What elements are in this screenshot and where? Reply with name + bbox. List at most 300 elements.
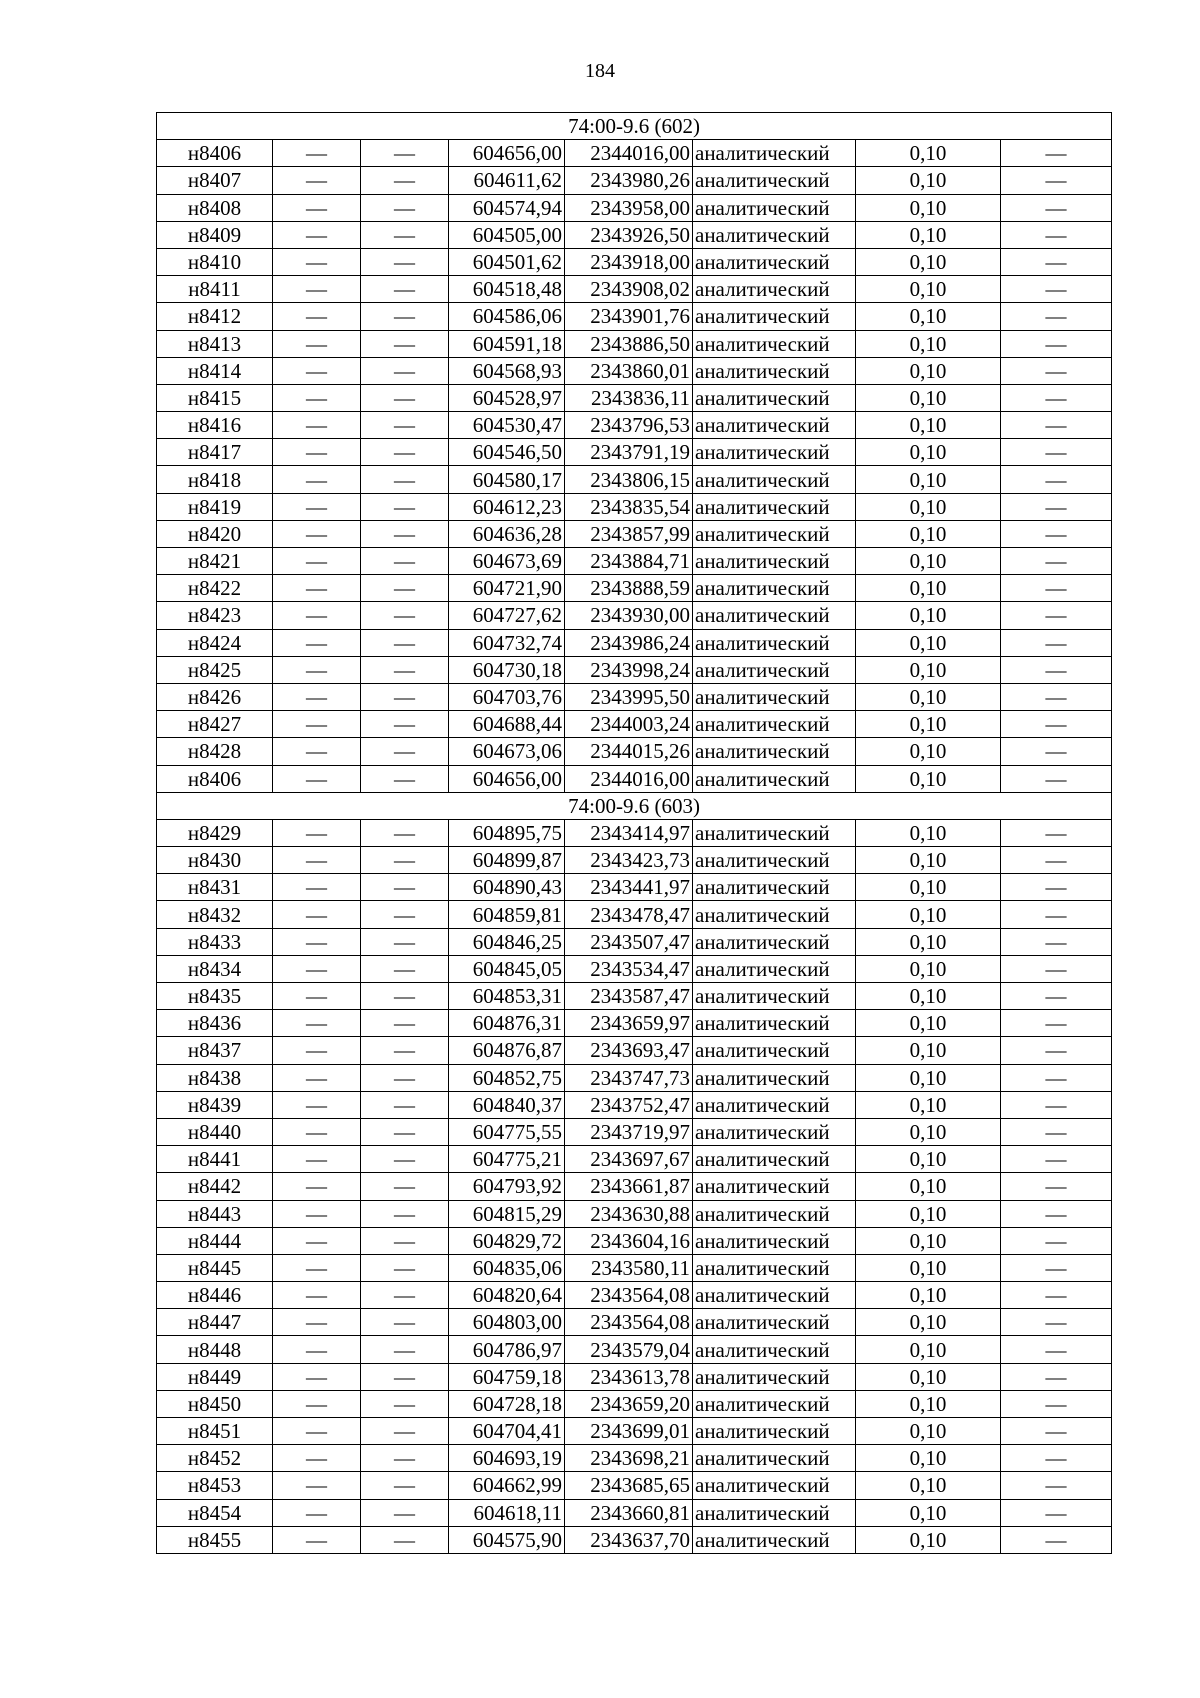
dash-cell: — [1001, 140, 1112, 167]
point-cell: н8428 [157, 738, 273, 765]
x-coordinate-cell: 604899,87 [449, 847, 565, 874]
y-coordinate-cell: 2344003,24 [565, 711, 693, 738]
table-row [157, 1010, 1112, 1037]
method-cell: аналитический [693, 194, 856, 221]
dash-cell: — [273, 874, 361, 901]
table-row [157, 955, 1112, 982]
method-cell: аналитический [693, 955, 856, 982]
point-cell: н8429 [157, 819, 273, 846]
dash-cell: — [273, 330, 361, 357]
method-cell: аналитический [693, 738, 856, 765]
table-row [157, 901, 1112, 928]
table-row [157, 357, 1112, 384]
dash-cell: — [1001, 194, 1112, 221]
x-coordinate-cell: 604688,44 [449, 711, 565, 738]
point-cell: н8450 [157, 1390, 273, 1417]
dash-cell: — [1001, 983, 1112, 1010]
point-cell: н8417 [157, 439, 273, 466]
point-cell: н8448 [157, 1336, 273, 1363]
dash-cell: — [361, 1064, 449, 1091]
dash-cell: — [273, 901, 361, 928]
point-cell: н8409 [157, 221, 273, 248]
x-coordinate-cell: 604721,90 [449, 575, 565, 602]
dash-cell: — [1001, 575, 1112, 602]
accuracy-cell: 0,10 [856, 575, 1001, 602]
accuracy-cell: 0,10 [856, 221, 1001, 248]
dash-cell: — [361, 493, 449, 520]
point-cell: н8446 [157, 1282, 273, 1309]
dash-cell: — [273, 1146, 361, 1173]
method-cell: аналитический [693, 1282, 856, 1309]
y-coordinate-cell: 2344016,00 [565, 140, 693, 167]
dash-cell: — [1001, 357, 1112, 384]
dash-cell: — [361, 330, 449, 357]
x-coordinate-cell: 604704,41 [449, 1418, 565, 1445]
table-row [157, 1472, 1112, 1499]
x-coordinate-cell: 604530,47 [449, 412, 565, 439]
method-cell: аналитический [693, 1336, 856, 1363]
method-cell: аналитический [693, 221, 856, 248]
accuracy-cell: 0,10 [856, 167, 1001, 194]
dash-cell: — [273, 1282, 361, 1309]
dash-cell: — [361, 847, 449, 874]
method-cell: аналитический [693, 140, 856, 167]
dash-cell: — [1001, 167, 1112, 194]
accuracy-cell: 0,10 [856, 656, 1001, 683]
x-coordinate-cell: 604803,00 [449, 1309, 565, 1336]
accuracy-cell: 0,10 [856, 1146, 1001, 1173]
dash-cell: — [1001, 439, 1112, 466]
dash-cell: — [1001, 248, 1112, 275]
x-coordinate-cell: 604580,17 [449, 466, 565, 493]
point-cell: н8420 [157, 520, 273, 547]
dash-cell: — [361, 357, 449, 384]
dash-cell: — [1001, 819, 1112, 846]
method-cell: аналитический [693, 412, 856, 439]
accuracy-cell: 0,10 [856, 1390, 1001, 1417]
dash-cell: — [1001, 221, 1112, 248]
dash-cell: — [1001, 466, 1112, 493]
dash-cell: — [1001, 1010, 1112, 1037]
table-row [157, 1227, 1112, 1254]
method-cell: аналитический [693, 901, 856, 928]
point-cell: н8440 [157, 1118, 273, 1145]
method-cell: аналитический [693, 847, 856, 874]
dash-cell: — [361, 1336, 449, 1363]
table-row [157, 330, 1112, 357]
point-cell: н8455 [157, 1526, 273, 1553]
dash-cell: — [273, 1472, 361, 1499]
table-row [157, 819, 1112, 846]
y-coordinate-cell: 2343980,26 [565, 167, 693, 194]
method-cell: аналитический [693, 928, 856, 955]
dash-cell: — [1001, 1282, 1112, 1309]
dash-cell: — [1001, 1499, 1112, 1526]
section-header-row [157, 113, 1112, 140]
table-row [157, 575, 1112, 602]
method-cell: аналитический [693, 276, 856, 303]
point-cell: н8435 [157, 983, 273, 1010]
y-coordinate-cell: 2343613,78 [565, 1363, 693, 1390]
accuracy-cell: 0,10 [856, 819, 1001, 846]
accuracy-cell: 0,10 [856, 711, 1001, 738]
x-coordinate-cell: 604730,18 [449, 656, 565, 683]
table-row [157, 1363, 1112, 1390]
dash-cell: — [273, 711, 361, 738]
table-row [157, 1445, 1112, 1472]
table-row [157, 303, 1112, 330]
dash-cell: — [1001, 1037, 1112, 1064]
dash-cell: — [273, 194, 361, 221]
dash-cell: — [1001, 548, 1112, 575]
x-coordinate-cell: 604703,76 [449, 683, 565, 710]
accuracy-cell: 0,10 [856, 1309, 1001, 1336]
x-coordinate-cell: 604786,97 [449, 1336, 565, 1363]
method-cell: аналитический [693, 1472, 856, 1499]
accuracy-cell: 0,10 [856, 1526, 1001, 1553]
dash-cell: — [273, 493, 361, 520]
dash-cell: — [361, 874, 449, 901]
page-number: 184 [585, 60, 615, 82]
table-row [157, 548, 1112, 575]
x-coordinate-cell: 604501,62 [449, 248, 565, 275]
method-cell: аналитический [693, 1526, 856, 1553]
dash-cell: — [273, 439, 361, 466]
dash-cell: — [1001, 629, 1112, 656]
dash-cell: — [361, 602, 449, 629]
dash-cell: — [273, 221, 361, 248]
accuracy-cell: 0,10 [856, 1282, 1001, 1309]
coordinates-table [156, 112, 1112, 1554]
dash-cell: — [1001, 1173, 1112, 1200]
y-coordinate-cell: 2343884,71 [565, 548, 693, 575]
dash-cell: — [1001, 330, 1112, 357]
dash-cell: — [1001, 765, 1112, 792]
dash-cell: — [1001, 955, 1112, 982]
method-cell: аналитический [693, 1146, 856, 1173]
dash-cell: — [1001, 874, 1112, 901]
point-cell: н8421 [157, 548, 273, 575]
point-cell: н8412 [157, 303, 273, 330]
dash-cell: — [1001, 493, 1112, 520]
point-cell: н8444 [157, 1227, 273, 1254]
method-cell: аналитический [693, 303, 856, 330]
dash-cell: — [273, 602, 361, 629]
dash-cell: — [273, 520, 361, 547]
point-cell: н8433 [157, 928, 273, 955]
x-coordinate-cell: 604728,18 [449, 1390, 565, 1417]
dash-cell: — [273, 955, 361, 982]
dash-cell: — [1001, 1091, 1112, 1118]
accuracy-cell: 0,10 [856, 1200, 1001, 1227]
accuracy-cell: 0,10 [856, 439, 1001, 466]
x-coordinate-cell: 604568,93 [449, 357, 565, 384]
dash-cell: — [361, 1390, 449, 1417]
dash-cell: — [361, 221, 449, 248]
dash-cell: — [273, 1363, 361, 1390]
point-cell: н8419 [157, 493, 273, 520]
dash-cell: — [361, 1363, 449, 1390]
x-coordinate-cell: 604528,97 [449, 384, 565, 411]
table-row [157, 1146, 1112, 1173]
x-coordinate-cell: 604820,64 [449, 1282, 565, 1309]
dash-cell: — [361, 439, 449, 466]
dash-cell: — [273, 928, 361, 955]
y-coordinate-cell: 2343685,65 [565, 1472, 693, 1499]
dash-cell: — [361, 167, 449, 194]
accuracy-cell: 0,10 [856, 683, 1001, 710]
point-cell: н8424 [157, 629, 273, 656]
y-coordinate-cell: 2343857,99 [565, 520, 693, 547]
dash-cell: — [361, 711, 449, 738]
dash-cell: — [361, 548, 449, 575]
point-cell: н8407 [157, 167, 273, 194]
method-cell: аналитический [693, 1227, 856, 1254]
y-coordinate-cell: 2343747,73 [565, 1064, 693, 1091]
accuracy-cell: 0,10 [856, 1499, 1001, 1526]
accuracy-cell: 0,10 [856, 1227, 1001, 1254]
method-cell: аналитический [693, 1390, 856, 1417]
dash-cell: — [273, 1390, 361, 1417]
dash-cell: — [361, 683, 449, 710]
point-cell: н8441 [157, 1146, 273, 1173]
accuracy-cell: 0,10 [856, 140, 1001, 167]
y-coordinate-cell: 2343441,97 [565, 874, 693, 901]
dash-cell: — [1001, 711, 1112, 738]
point-cell: н8438 [157, 1064, 273, 1091]
table-row [157, 1336, 1112, 1363]
dash-cell: — [273, 1336, 361, 1363]
dash-cell: — [361, 1445, 449, 1472]
accuracy-cell: 0,10 [856, 901, 1001, 928]
y-coordinate-cell: 2343995,50 [565, 683, 693, 710]
method-cell: аналитический [693, 520, 856, 547]
dash-cell: — [1001, 1118, 1112, 1145]
point-cell: н8414 [157, 357, 273, 384]
x-coordinate-cell: 604673,06 [449, 738, 565, 765]
table-row [157, 629, 1112, 656]
x-coordinate-cell: 604859,81 [449, 901, 565, 928]
method-cell: аналитический [693, 357, 856, 384]
dash-cell: — [273, 1010, 361, 1037]
method-cell: аналитический [693, 1173, 856, 1200]
dash-cell: — [273, 1227, 361, 1254]
dash-cell: — [361, 901, 449, 928]
x-coordinate-cell: 604732,74 [449, 629, 565, 656]
x-coordinate-cell: 604618,11 [449, 1499, 565, 1526]
dash-cell: — [1001, 1254, 1112, 1281]
dash-cell: — [1001, 1526, 1112, 1553]
point-cell: н8406 [157, 765, 273, 792]
accuracy-cell: 0,10 [856, 928, 1001, 955]
dash-cell: — [273, 276, 361, 303]
accuracy-cell: 0,10 [856, 1010, 1001, 1037]
dash-cell: — [361, 819, 449, 846]
x-coordinate-cell: 604876,87 [449, 1037, 565, 1064]
y-coordinate-cell: 2343860,01 [565, 357, 693, 384]
y-coordinate-cell: 2343698,21 [565, 1445, 693, 1472]
x-coordinate-cell: 604673,69 [449, 548, 565, 575]
dash-cell: — [361, 1418, 449, 1445]
method-cell: аналитический [693, 1363, 856, 1390]
accuracy-cell: 0,10 [856, 1363, 1001, 1390]
dash-cell: — [273, 847, 361, 874]
dash-cell: — [361, 629, 449, 656]
point-cell: н8423 [157, 602, 273, 629]
dash-cell: — [1001, 384, 1112, 411]
dash-cell: — [273, 765, 361, 792]
point-cell: н8449 [157, 1363, 273, 1390]
table-row [157, 466, 1112, 493]
x-coordinate-cell: 604612,23 [449, 493, 565, 520]
table-row [157, 1526, 1112, 1553]
dash-cell: — [273, 738, 361, 765]
x-coordinate-cell: 604853,31 [449, 983, 565, 1010]
y-coordinate-cell: 2343908,02 [565, 276, 693, 303]
y-coordinate-cell: 2344016,00 [565, 765, 693, 792]
method-cell: аналитический [693, 629, 856, 656]
x-coordinate-cell: 604835,06 [449, 1254, 565, 1281]
y-coordinate-cell: 2343414,97 [565, 819, 693, 846]
table-row [157, 140, 1112, 167]
table-row [157, 602, 1112, 629]
table-row [157, 194, 1112, 221]
dash-cell: — [1001, 602, 1112, 629]
dash-cell: — [361, 1037, 449, 1064]
y-coordinate-cell: 2343699,01 [565, 1418, 693, 1445]
x-coordinate-cell: 604727,62 [449, 602, 565, 629]
table-row [157, 1418, 1112, 1445]
x-coordinate-cell: 604852,75 [449, 1064, 565, 1091]
dash-cell: — [1001, 1363, 1112, 1390]
y-coordinate-cell: 2343752,47 [565, 1091, 693, 1118]
x-coordinate-cell: 604611,62 [449, 167, 565, 194]
dash-cell: — [361, 1010, 449, 1037]
point-cell: н8413 [157, 330, 273, 357]
table-row [157, 765, 1112, 792]
point-cell: н8447 [157, 1309, 273, 1336]
dash-cell: — [361, 955, 449, 982]
y-coordinate-cell: 2343796,53 [565, 412, 693, 439]
x-coordinate-cell: 604636,28 [449, 520, 565, 547]
table-row [157, 1118, 1112, 1145]
method-cell: аналитический [693, 1254, 856, 1281]
accuracy-cell: 0,10 [856, 629, 1001, 656]
method-cell: аналитический [693, 602, 856, 629]
accuracy-cell: 0,10 [856, 194, 1001, 221]
dash-cell: — [1001, 1146, 1112, 1173]
x-coordinate-cell: 604829,72 [449, 1227, 565, 1254]
table-row [157, 167, 1112, 194]
y-coordinate-cell: 2343958,00 [565, 194, 693, 221]
dash-cell: — [361, 656, 449, 683]
x-coordinate-cell: 604846,25 [449, 928, 565, 955]
dash-cell: — [1001, 1200, 1112, 1227]
dash-cell: — [273, 384, 361, 411]
point-cell: н8418 [157, 466, 273, 493]
dash-cell: — [273, 1064, 361, 1091]
dash-cell: — [361, 1091, 449, 1118]
dash-cell: — [273, 1118, 361, 1145]
accuracy-cell: 0,10 [856, 847, 1001, 874]
dash-cell: — [273, 548, 361, 575]
accuracy-cell: 0,10 [856, 765, 1001, 792]
accuracy-cell: 0,10 [856, 412, 1001, 439]
table-row [157, 711, 1112, 738]
point-cell: н8408 [157, 194, 273, 221]
method-cell: аналитический [693, 1499, 856, 1526]
method-cell: аналитический [693, 711, 856, 738]
method-cell: аналитический [693, 330, 856, 357]
dash-cell: — [1001, 520, 1112, 547]
y-coordinate-cell: 2343719,97 [565, 1118, 693, 1145]
table-row [157, 683, 1112, 710]
dash-cell: — [1001, 276, 1112, 303]
point-cell: н8445 [157, 1254, 273, 1281]
dash-cell: — [361, 1200, 449, 1227]
point-cell: н8411 [157, 276, 273, 303]
point-cell: н8410 [157, 248, 273, 275]
y-coordinate-cell: 2343986,24 [565, 629, 693, 656]
method-cell: аналитический [693, 1091, 856, 1118]
accuracy-cell: 0,10 [856, 1173, 1001, 1200]
table-row [157, 1091, 1112, 1118]
table-row [157, 1254, 1112, 1281]
dash-cell: — [361, 1309, 449, 1336]
x-coordinate-cell: 604656,00 [449, 765, 565, 792]
y-coordinate-cell: 2343478,47 [565, 901, 693, 928]
method-cell: аналитический [693, 683, 856, 710]
accuracy-cell: 0,10 [856, 1472, 1001, 1499]
section-title: 74:00-9.6 (603) [157, 792, 1112, 819]
table-row [157, 1499, 1112, 1526]
y-coordinate-cell: 2343507,47 [565, 928, 693, 955]
y-coordinate-cell: 2343564,08 [565, 1309, 693, 1336]
point-cell: н8443 [157, 1200, 273, 1227]
y-coordinate-cell: 2343580,11 [565, 1254, 693, 1281]
x-coordinate-cell: 604662,99 [449, 1472, 565, 1499]
table-row [157, 1173, 1112, 1200]
dash-cell: — [361, 765, 449, 792]
accuracy-cell: 0,10 [856, 466, 1001, 493]
dash-cell: — [273, 983, 361, 1010]
point-cell: н8451 [157, 1418, 273, 1445]
dash-cell: — [1001, 901, 1112, 928]
dash-cell: — [273, 140, 361, 167]
y-coordinate-cell: 2343423,73 [565, 847, 693, 874]
x-coordinate-cell: 604574,94 [449, 194, 565, 221]
method-cell: аналитический [693, 819, 856, 846]
dash-cell: — [273, 1091, 361, 1118]
dash-cell: — [273, 1418, 361, 1445]
dash-cell: — [273, 683, 361, 710]
accuracy-cell: 0,10 [856, 983, 1001, 1010]
dash-cell: — [273, 412, 361, 439]
x-coordinate-cell: 604759,18 [449, 1363, 565, 1390]
point-cell: н8427 [157, 711, 273, 738]
accuracy-cell: 0,10 [856, 602, 1001, 629]
dash-cell: — [273, 1254, 361, 1281]
accuracy-cell: 0,10 [856, 955, 1001, 982]
x-coordinate-cell: 604876,31 [449, 1010, 565, 1037]
point-cell: н8437 [157, 1037, 273, 1064]
x-coordinate-cell: 604505,00 [449, 221, 565, 248]
table-row [157, 656, 1112, 683]
dash-cell: — [273, 167, 361, 194]
method-cell: аналитический [693, 1418, 856, 1445]
dash-cell: — [361, 248, 449, 275]
y-coordinate-cell: 2343836,11 [565, 384, 693, 411]
